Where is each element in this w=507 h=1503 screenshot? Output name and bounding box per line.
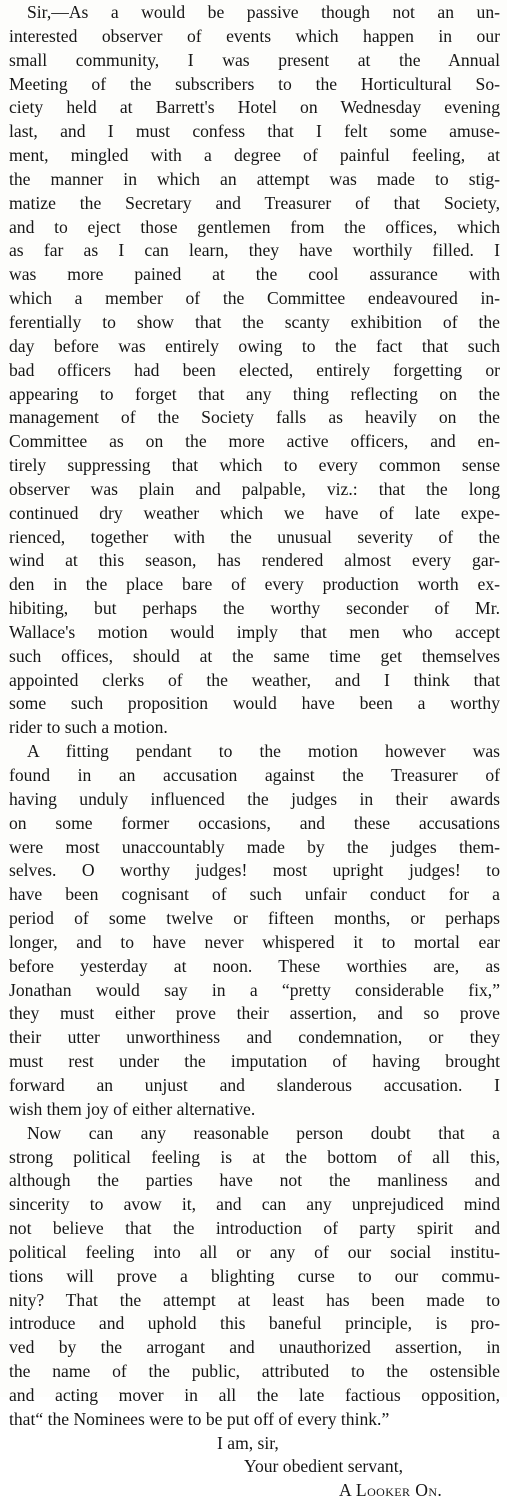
valediction-line: Your obedient servant, bbox=[244, 1456, 403, 1477]
paragraph-3 bbox=[9, 1122, 500, 1432]
text-line: introduce and uphold this baneful principle, is pro- bbox=[9, 1313, 500, 1334]
paragraph-2 bbox=[9, 740, 500, 1122]
text-line: some such proposition would have been a worthy bbox=[9, 693, 500, 714]
text-line: management of the Society falls as heavily on the bbox=[9, 407, 500, 428]
text-line: nity? That the attempt at least has been made to bbox=[9, 1289, 500, 1310]
text-line: were most unaccountably made by the judges them- bbox=[9, 836, 500, 857]
text-line: ved by the arrogant and unauthorized assertion, in bbox=[9, 1337, 500, 1358]
text-line: not believe that the introduction of party spirit and bbox=[9, 1218, 500, 1239]
text-line: wish them joy of either alternative. bbox=[9, 1098, 256, 1119]
text-line: although the parties have not the manliness and bbox=[9, 1170, 500, 1191]
text-line: appointed clerks of the weather, and I think that bbox=[9, 669, 500, 690]
text-line: den in the place bare of every production worth ex- bbox=[9, 574, 500, 595]
text-line: day before was entirely owing to the fact that such bbox=[9, 335, 500, 356]
text-line: having unduly influenced the judges in their awards bbox=[9, 788, 500, 809]
text-line: ment, mingled with a degree of painful feeling, at bbox=[9, 145, 500, 166]
text-line: the manner in which an attempt was made to stig- bbox=[9, 168, 500, 189]
text-line: Now can any reasonable person doubt that a bbox=[27, 1122, 500, 1143]
signature: A Looker On. bbox=[339, 1480, 443, 1501]
letter-column bbox=[9, 1, 500, 1503]
text-line: matize the Secretary and Treasurer of that Society, bbox=[9, 192, 500, 213]
text-line: tirely suppressing that which to every common sense bbox=[9, 455, 500, 476]
text-line: the name of the public, attributed to the ostensible bbox=[9, 1361, 500, 1382]
text-line: hibiting, but perhaps the worthy seconder of Mr. bbox=[9, 598, 500, 619]
text-line: must rest under the imputation of having brought bbox=[9, 1051, 500, 1072]
text-line: before yesterday at noon. These worthies are, as bbox=[9, 955, 500, 976]
text-line: and acting mover in all the late factious opposition, bbox=[9, 1384, 500, 1405]
text-line: such offices, should at the same time get themselves bbox=[9, 645, 500, 666]
text-line: last, and I must confess that I felt some amuse- bbox=[9, 121, 500, 142]
text-line: period of some twelve or fifteen months, or perhaps bbox=[9, 908, 500, 929]
text-line: interested observer of events which happen in our bbox=[9, 25, 500, 46]
text-line: longer, and to have never whispered it to mortal ear bbox=[9, 931, 500, 952]
text-line: on some former occasions, and these accusations bbox=[9, 812, 500, 833]
text-line: strong political feeling is at the bottom of all this, bbox=[9, 1146, 500, 1167]
text-line: which a member of the Committee endeavoured in- bbox=[9, 288, 500, 309]
text-line: ciety held at Barrett's Hotel on Wednesday evening bbox=[9, 97, 500, 118]
text-line: forward an unjust and slanderous accusation. I bbox=[9, 1074, 500, 1095]
text-line: Jonathan would say in a “pretty considerable fix,” bbox=[9, 979, 500, 1000]
text-line: tions will prove a blighting curse to our commu- bbox=[9, 1265, 500, 1286]
text-line: small community, I was present at the Annual bbox=[9, 49, 500, 70]
text-line: A fitting pendant to the motion however was bbox=[27, 741, 500, 762]
text-line: political feeling into all or any of our social institu- bbox=[9, 1241, 500, 1262]
letter-closing bbox=[9, 1432, 500, 1503]
text-line: continued dry weather which we have of late expe- bbox=[9, 502, 500, 523]
text-line: appearing to forget that any thing reflecting on the bbox=[9, 383, 500, 404]
text-line: Wallace's motion would imply that men who accept bbox=[9, 621, 500, 642]
text-line: have been cognisant of such unfair conduct for a bbox=[9, 884, 500, 905]
text-line: found in an accusation against the Treasurer of bbox=[9, 765, 500, 785]
text-line: was more pained at the cool assurance with bbox=[9, 264, 500, 285]
text-line: Meeting of the subscribers to the Horticultural So- bbox=[9, 73, 500, 94]
text-line: their utter unworthiness and condemnation, or they bbox=[9, 1027, 500, 1048]
text-line: Committee as on the more active officers, and en- bbox=[9, 431, 500, 452]
text-line: wind at this season, has rendered almost every gar- bbox=[9, 550, 500, 571]
text-line: rider to such a motion. bbox=[9, 717, 168, 738]
text-line: they must either prove their assertion, and so prove bbox=[9, 1003, 500, 1024]
paragraph-1 bbox=[9, 1, 500, 740]
salutation-line: I am, sir, bbox=[217, 1432, 279, 1453]
text-line: observer was plain and palpable, viz.: that the long bbox=[9, 478, 500, 499]
text-line: bad officers had been elected, entirely forgetting or bbox=[9, 359, 500, 380]
text-line: as far as I can learn, they have worthily filled. I bbox=[9, 240, 500, 261]
text-line: rienced, together with the unusual severity of the bbox=[9, 526, 500, 547]
text-line: ferentially to show that the scanty exhibition of the bbox=[9, 311, 500, 332]
text-line: sincerity to avow it, and can any unprejudiced mind bbox=[9, 1194, 500, 1215]
text-line: that“ the Nominees were to be put off of every think.” bbox=[9, 1408, 390, 1429]
text-line: and to eject those gentlemen from the offices, which bbox=[9, 216, 500, 237]
text-line: Sir,—As a would be passive though not an un- bbox=[27, 2, 500, 22]
text-line: selves. O worthy judges! most upright judges! to bbox=[9, 860, 500, 881]
